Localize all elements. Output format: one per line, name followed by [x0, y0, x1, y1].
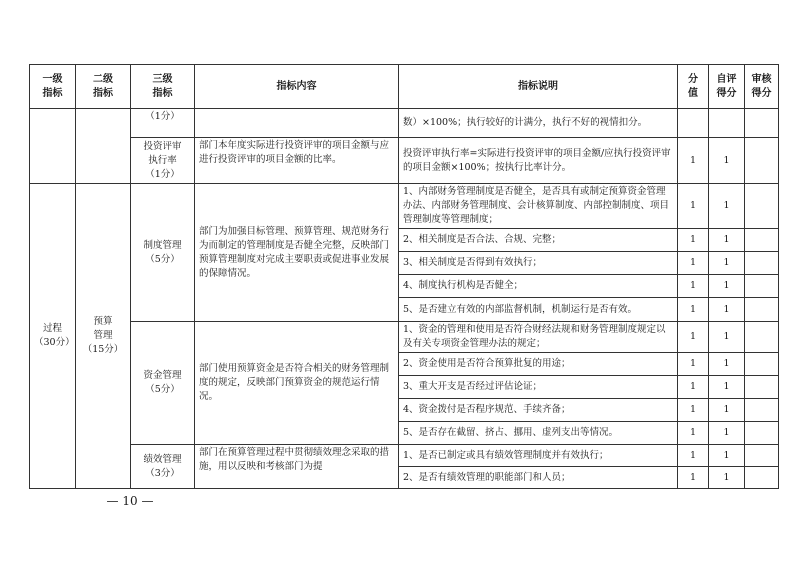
header-self-score: 自评 得分 — [709, 65, 745, 109]
score-cell: 1 — [678, 353, 709, 376]
score-cell: 1 — [678, 422, 709, 445]
self-score-cell: 1 — [709, 298, 745, 322]
self-score-cell: 1 — [709, 275, 745, 298]
audit-score-cell — [745, 252, 779, 275]
score-cell: 1 — [678, 399, 709, 422]
header-content: 指标内容 — [195, 65, 399, 109]
content-cell: 部门为加强目标管理、预算管理、规范财务行为而制定的管理制度是否健全完整，反映部门预算管理制度对完成主要职责或促进事业发展的保障情况。 — [195, 184, 399, 322]
description-cell: 1、是否已制定或具有绩效管理制度并有效执行； — [399, 445, 678, 467]
description-cell: 2、是否有绩效管理的职能部门和人员； — [399, 467, 678, 489]
description-cell: 5、是否存在截留、挤占、挪用、虚列支出等情况。 — [399, 422, 678, 445]
table-row — [30, 109, 779, 138]
description-cell: 3、重大开支是否经过评估论证； — [399, 376, 678, 399]
audit-score-cell — [745, 445, 779, 467]
audit-score-cell — [745, 229, 779, 252]
score-cell: 1 — [678, 229, 709, 252]
description-cell: 4、资金拨付是否程序规范、手续齐备； — [399, 399, 678, 422]
audit-score-cell — [745, 399, 779, 422]
indicator-table — [29, 64, 779, 489]
audit-score-cell — [745, 322, 779, 353]
description-cell: 数）×100%；执行较好的计满分，执行不好的视情扣分。 — [399, 109, 678, 138]
description-cell: 1、内部财务管理制度是否健全，是否具有或制定预算资金管理办法、内部财务管理制度、会计核算制度、内部控制制度、项目管理制度等管理制度； — [399, 184, 678, 229]
header-description: 指标说明 — [399, 65, 678, 109]
audit-score-cell — [745, 138, 779, 184]
score-cell: 1 — [678, 184, 709, 229]
level1-cell: 过程 （30分） — [30, 184, 76, 489]
level2-cell-empty — [76, 109, 131, 184]
description-cell: 1、资金的管理和使用是否符合财经法规和财务管理制度规定以及有关专项资金管理办法的规定； — [399, 322, 678, 353]
page-number: — 10 — — [106, 494, 154, 508]
score-cell: 1 — [678, 138, 709, 184]
level3-cell: 绩效管理 （3分） — [131, 445, 195, 489]
self-score-cell: 1 — [709, 322, 745, 353]
level2-cell: 预算 管理 （15分） — [76, 184, 131, 489]
score-cell: 1 — [678, 275, 709, 298]
self-score-cell — [709, 109, 745, 138]
self-score-cell: 1 — [709, 353, 745, 376]
self-score-cell: 1 — [709, 422, 745, 445]
self-score-cell: 1 — [709, 252, 745, 275]
description-cell: 投资评审执行率=实际进行投资评审的项目金额/应执行投资评审的项目金额×100%；按执行比率计分。 — [399, 138, 678, 184]
content-cell: 部门使用预算资金是否符合相关的财务管理制度的规定，反映部门预算资金的规范运行情况。 — [195, 322, 399, 445]
table-row — [30, 184, 779, 229]
score-cell: 1 — [678, 445, 709, 467]
table-row — [30, 445, 779, 467]
level3-cell: （1分） — [131, 109, 195, 138]
score-cell: 1 — [678, 322, 709, 353]
self-score-cell: 1 — [709, 445, 745, 467]
table-row — [30, 138, 779, 184]
score-cell: 1 — [678, 298, 709, 322]
level3-cell: 制度管理 （5分） — [131, 184, 195, 322]
table-row — [30, 322, 779, 353]
audit-score-cell — [745, 467, 779, 489]
table-header-row — [30, 65, 779, 109]
description-cell: 5、是否建立有效的内部监督机制，机制运行是否有效。 — [399, 298, 678, 322]
description-cell: 3、相关制度是否得到有效执行； — [399, 252, 678, 275]
self-score-cell: 1 — [709, 399, 745, 422]
audit-score-cell — [745, 422, 779, 445]
audit-score-cell — [745, 275, 779, 298]
score-cell — [678, 109, 709, 138]
audit-score-cell — [745, 184, 779, 229]
self-score-cell: 1 — [709, 138, 745, 184]
level3-cell: 投资评审 执行率 （1分） — [131, 138, 195, 184]
self-score-cell: 1 — [709, 229, 745, 252]
level3-cell: 资金管理 （5分） — [131, 322, 195, 445]
audit-score-cell — [745, 376, 779, 399]
header-level3: 三级 指标 — [131, 65, 195, 109]
self-score-cell: 1 — [709, 376, 745, 399]
header-level1: 一级 指标 — [30, 65, 76, 109]
audit-score-cell — [745, 353, 779, 376]
score-cell: 1 — [678, 376, 709, 399]
score-cell: 1 — [678, 252, 709, 275]
header-audit-score: 审核 得分 — [745, 65, 779, 109]
description-cell: 4、制度执行机构是否健全； — [399, 275, 678, 298]
self-score-cell: 1 — [709, 184, 745, 229]
audit-score-cell — [745, 109, 779, 138]
header-level2: 二级 指标 — [76, 65, 131, 109]
self-score-cell: 1 — [709, 467, 745, 489]
description-cell: 2、相关制度是否合法、合规、完整； — [399, 229, 678, 252]
score-cell: 1 — [678, 467, 709, 489]
content-cell: 部门在预算管理过程中贯彻绩效理念采取的措施，用以反映和考核部门为提 — [195, 445, 399, 489]
audit-score-cell — [745, 298, 779, 322]
content-cell: 部门本年度实际进行投资评审的项目金额与应进行投资评审的项目金额的比率。 — [195, 138, 399, 184]
content-cell — [195, 109, 399, 138]
description-cell: 2、资金使用是否符合预算批复的用途； — [399, 353, 678, 376]
level1-cell-empty — [30, 109, 76, 184]
header-score: 分 值 — [678, 65, 709, 109]
